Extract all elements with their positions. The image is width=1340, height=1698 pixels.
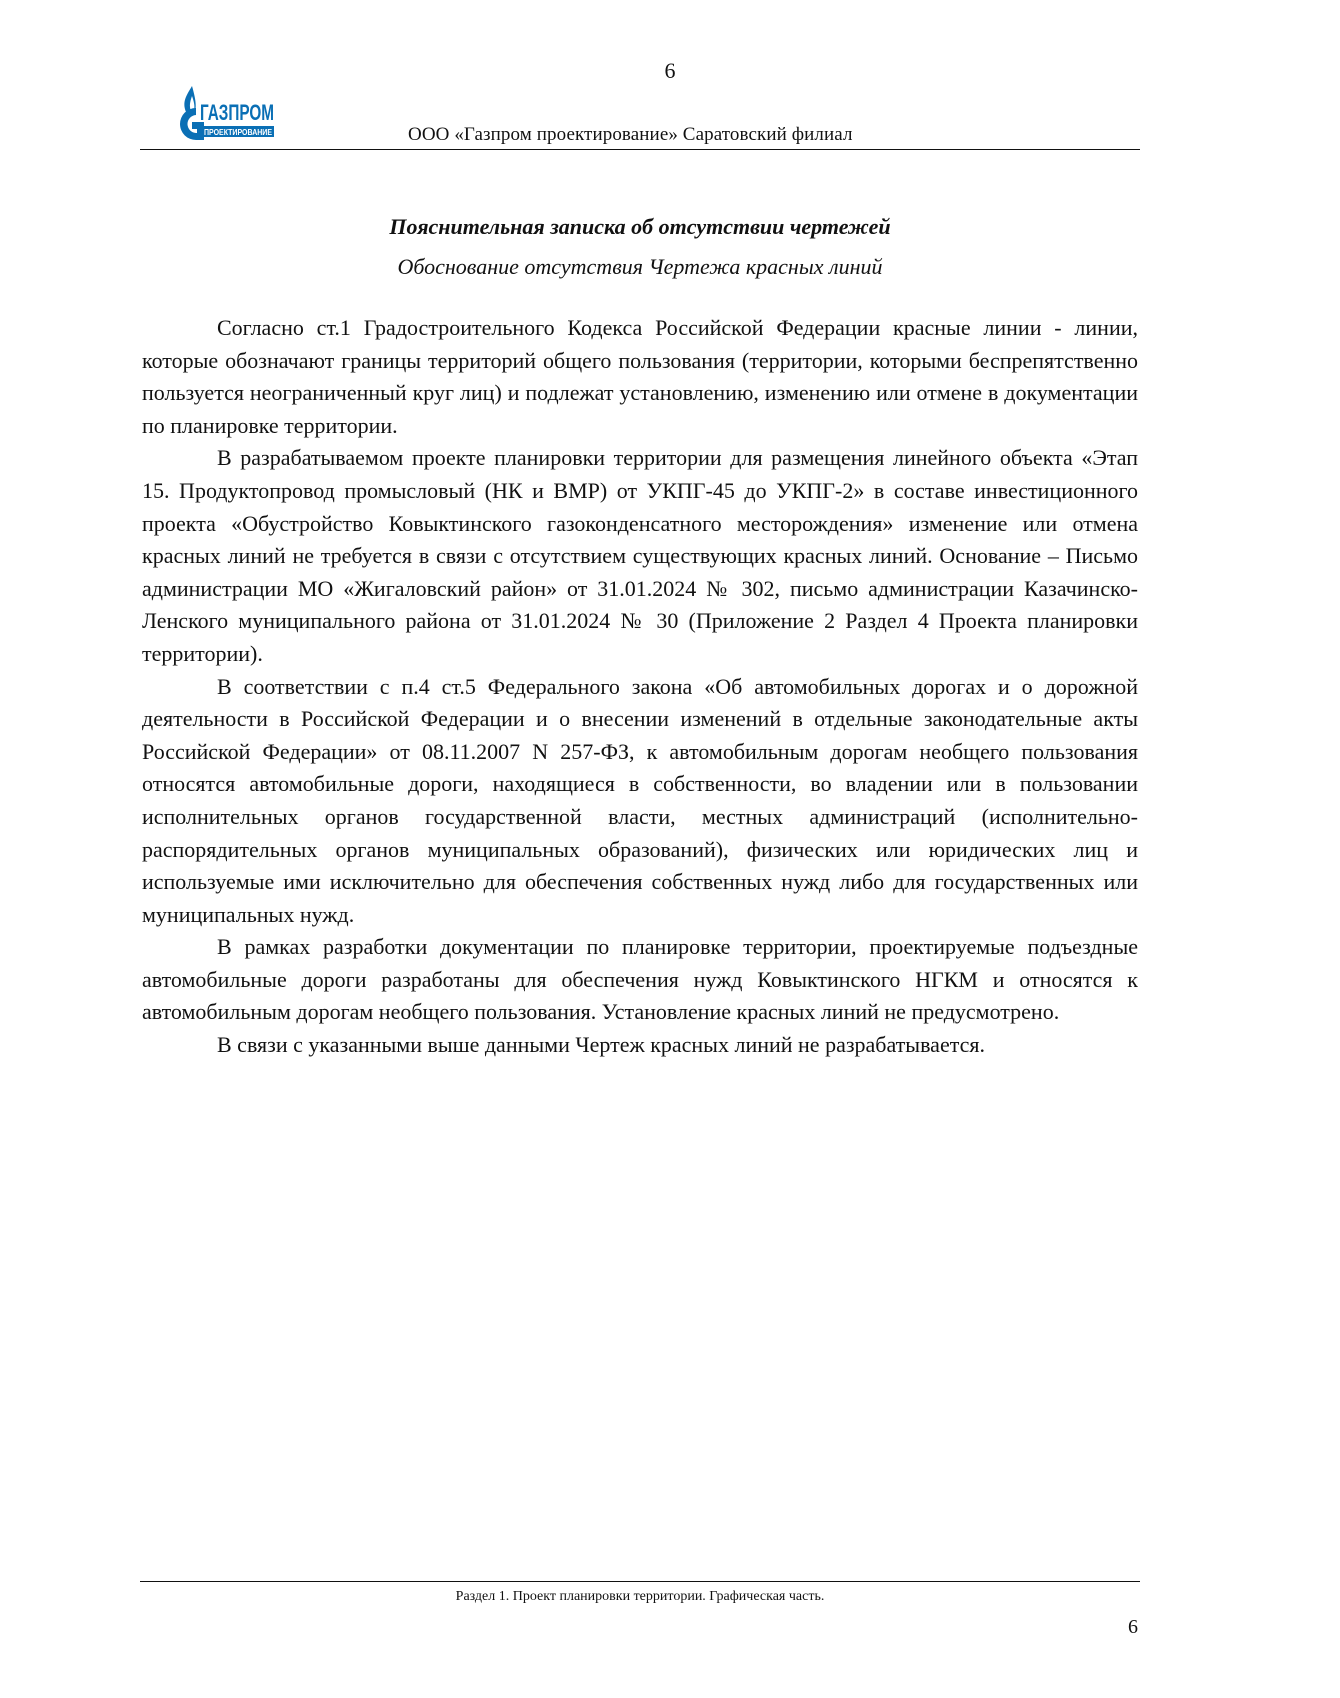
page-number-bottom: 6	[1128, 1616, 1138, 1638]
gazprom-logo	[166, 84, 286, 146]
document-subtitle: Обоснование отсутствия Чертежа красных линий	[397, 254, 883, 279]
paragraph-red-lines-definition: Согласно ст.1 Градостроительного Кодекса Российской Федерации красные линии - линии, которые обозначают границы территорий общего пользования (территории, которыми беспрепятственно пользуется неограниченный круг лиц) и подлежат установлению, изменению или отмене в документации по планировке территории.	[142, 315, 1138, 438]
svg-text:ГАЗПРОМ: ГАЗПРОМ	[200, 100, 274, 125]
svg-text:ПРОЕКТИРОВАНИЕ: ПРОЕКТИРОВАНИЕ	[204, 128, 273, 137]
document-body	[142, 312, 1138, 1062]
paragraph-project-basis: В разрабатываемом проекте планировки территории для размещения линейного объекта «Этап 15. Продуктопровод промысловый (НК и ВМР) от УКПГ-45 до УКПГ-2» в составе инвестиционного проекта «Обустройство Ковыктинского газоконденсатного месторождения» изменение или отмена красных линий не требуется в связи с отсутствием существующих красных линий. Основание – Письмо администрации МО «Жигаловский район» от 31.01.2024 № 302, письмо администрации Казачинско-Ленского муниципального района от 31.01.2024 № 30 (Приложение 2 Раздел 4 Проекта планировки территории).	[142, 445, 1138, 666]
footer-section-text: Раздел 1. Проект планировки территории. Графическая часть.	[455, 1589, 825, 1604]
paragraph-access-roads: В рамках разработки документации по планировке территории, проектируемые подъездные автомобильные дороги разработаны для обеспечения нужд Ковыктинского НГКМ и относятся к автомобильным дорогам необщего пользования. Установление красных линий не предусмотрено.	[142, 934, 1138, 1025]
paragraph-conclusion: В связи с указанными выше данными Чертеж красных линий не разрабатывается.	[217, 1032, 985, 1058]
footer-divider	[140, 1581, 1140, 1582]
header-organization: ООО «Газпром проектирование» Саратовский филиал	[408, 124, 853, 145]
page-number-top: 6	[664, 58, 676, 83]
document-title: Пояснительная записка об отсутствии чертежей	[389, 214, 891, 239]
paragraph-federal-law: В соответствии с п.4 ст.5 Федерального закона «Об автомобильных дорогах и о дорожной деятельности в Российской Федерации и о внесении изменений в отдельные законодательные акты Российской Федерации» от 08.11.2007 N 257-ФЗ, к автомобильным дорогам необщего пользования относятся автомобильные дороги, находящиеся в собственности, во владении или в пользовании исполнительных органов государственной власти, местных администраций (исполнительно-распорядительных органов муниципальных образований), физических или юридических лиц и используемые ими исключительно для обеспечения собственных нужд либо для государственных или муниципальных нужд.	[142, 673, 1138, 927]
header-divider	[140, 149, 1140, 150]
